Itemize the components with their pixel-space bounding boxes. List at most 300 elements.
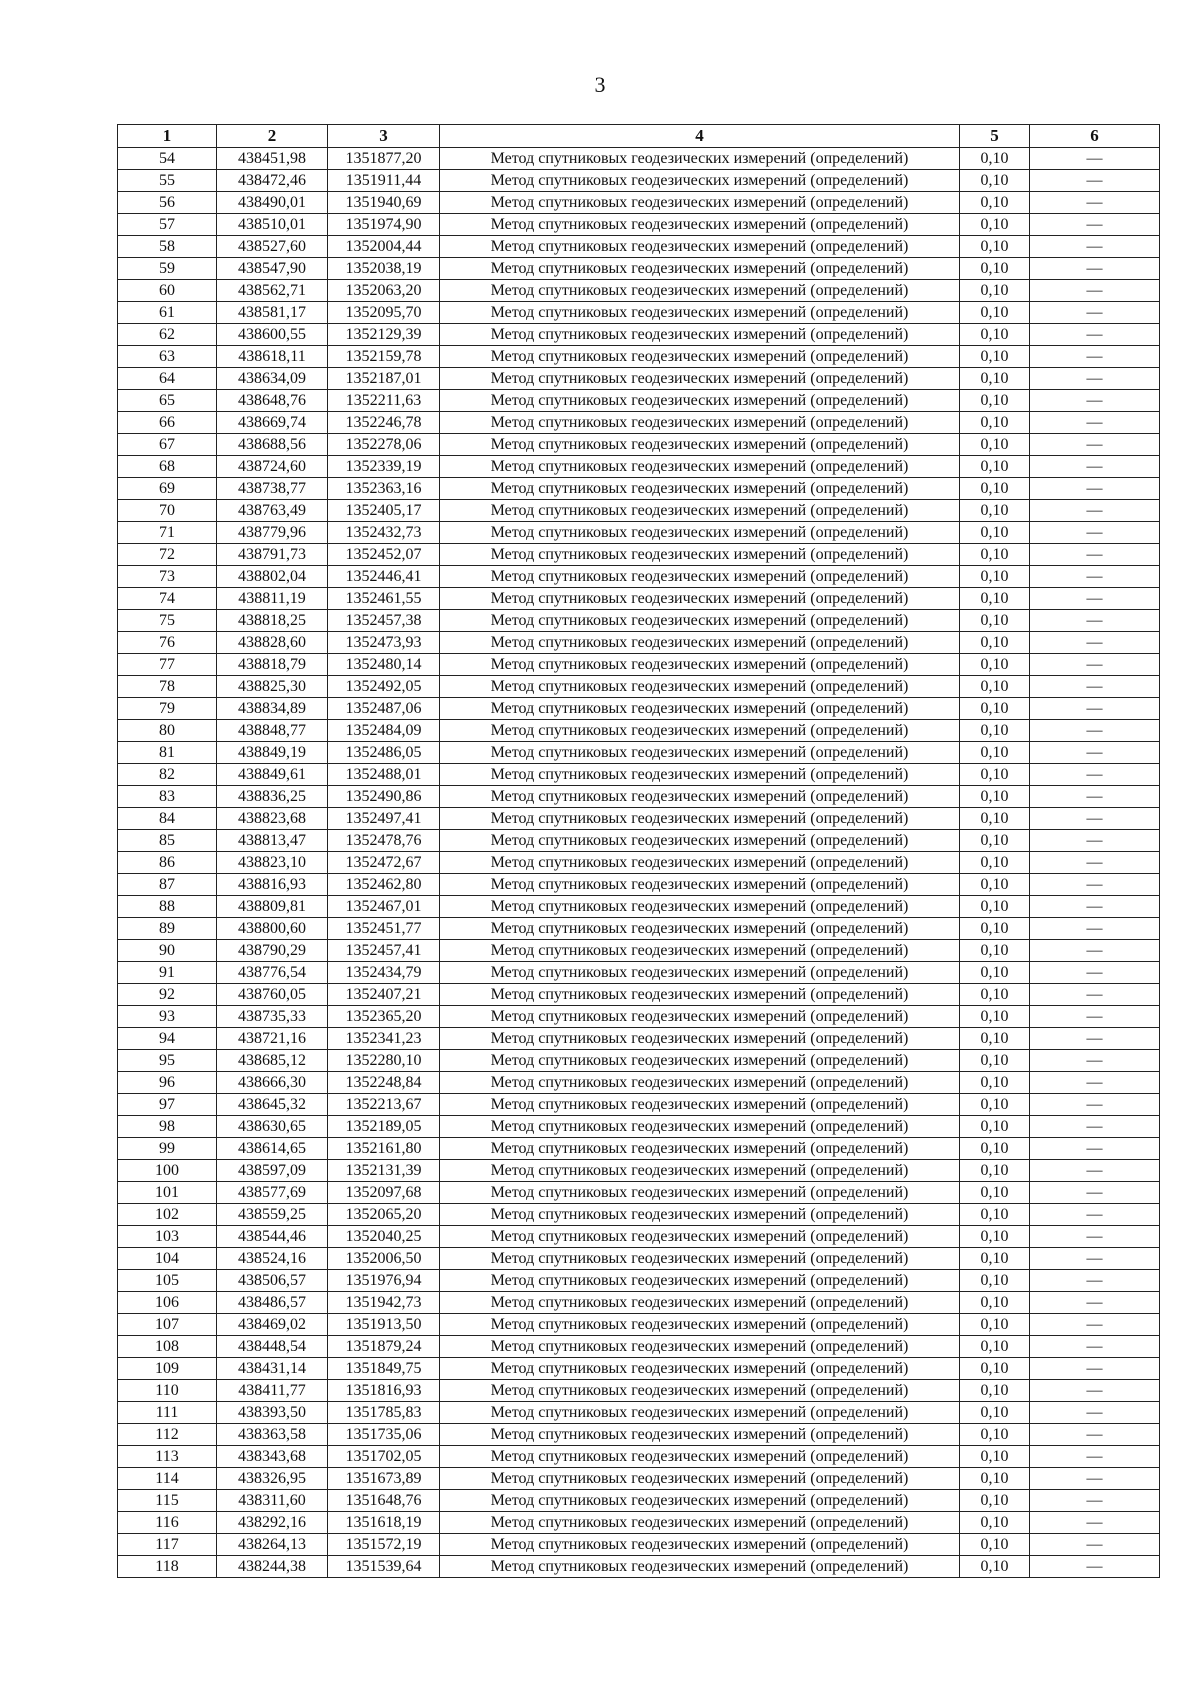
method-cell: Метод спутниковых геодезических измерений (определений) (440, 214, 960, 236)
method-cell: Метод спутниковых геодезических измерений (определений) (440, 1226, 960, 1248)
method-cell: Метод спутниковых геодезических измерений (определений) (440, 962, 960, 984)
table-row (118, 830, 1160, 852)
note-cell: — (1030, 896, 1160, 918)
accuracy-cell: 0,10 (960, 1446, 1030, 1468)
accuracy-cell: 0,10 (960, 1138, 1030, 1160)
point-number-cell: 107 (118, 1314, 217, 1336)
x-coordinate-cell: 438823,68 (217, 808, 328, 830)
method-cell: Метод спутниковых геодезических измерений (определений) (440, 192, 960, 214)
x-coordinate-cell: 438343,68 (217, 1446, 328, 1468)
point-number-cell: 55 (118, 170, 217, 192)
x-coordinate-cell: 438724,60 (217, 456, 328, 478)
accuracy-cell: 0,10 (960, 1314, 1030, 1336)
point-number-cell: 98 (118, 1116, 217, 1138)
table-row (118, 1292, 1160, 1314)
y-coordinate-cell: 1352095,70 (328, 302, 440, 324)
point-number-cell: 88 (118, 896, 217, 918)
note-cell: — (1030, 962, 1160, 984)
x-coordinate-cell: 438581,17 (217, 302, 328, 324)
method-cell: Метод спутниковых геодезических измерений (определений) (440, 1380, 960, 1402)
accuracy-cell: 0,10 (960, 500, 1030, 522)
y-coordinate-cell: 1351976,94 (328, 1270, 440, 1292)
table-row (118, 478, 1160, 500)
accuracy-cell: 0,10 (960, 214, 1030, 236)
y-coordinate-cell: 1352497,41 (328, 808, 440, 830)
accuracy-cell: 0,10 (960, 478, 1030, 500)
accuracy-cell: 0,10 (960, 962, 1030, 984)
point-number-cell: 79 (118, 698, 217, 720)
note-cell: — (1030, 1050, 1160, 1072)
method-cell: Метод спутниковых геодезических измерений (определений) (440, 368, 960, 390)
note-cell: — (1030, 148, 1160, 170)
accuracy-cell: 0,10 (960, 412, 1030, 434)
x-coordinate-cell: 438818,79 (217, 654, 328, 676)
table-row (118, 720, 1160, 742)
accuracy-cell: 0,10 (960, 1248, 1030, 1270)
point-number-cell: 101 (118, 1182, 217, 1204)
accuracy-cell: 0,10 (960, 1380, 1030, 1402)
method-cell: Метод спутниковых геодезических измерений (определений) (440, 588, 960, 610)
table-row (118, 742, 1160, 764)
y-coordinate-cell: 1352040,25 (328, 1226, 440, 1248)
method-cell: Метод спутниковых геодезических измерений (определений) (440, 1248, 960, 1270)
note-cell: — (1030, 1072, 1160, 1094)
table-row (118, 698, 1160, 720)
x-coordinate-cell: 438431,14 (217, 1358, 328, 1380)
table-row (118, 852, 1160, 874)
accuracy-cell: 0,10 (960, 808, 1030, 830)
note-cell: — (1030, 1292, 1160, 1314)
point-number-cell: 116 (118, 1512, 217, 1534)
table-row (118, 500, 1160, 522)
y-coordinate-cell: 1352446,41 (328, 566, 440, 588)
point-number-cell: 105 (118, 1270, 217, 1292)
y-coordinate-cell: 1352131,39 (328, 1160, 440, 1182)
x-coordinate-cell: 438823,10 (217, 852, 328, 874)
method-cell: Метод спутниковых геодезических измерений (определений) (440, 1512, 960, 1534)
accuracy-cell: 0,10 (960, 280, 1030, 302)
x-coordinate-cell: 438630,65 (217, 1116, 328, 1138)
accuracy-cell: 0,10 (960, 148, 1030, 170)
x-coordinate-cell: 438721,16 (217, 1028, 328, 1050)
note-cell: — (1030, 984, 1160, 1006)
table-row (118, 1226, 1160, 1248)
y-coordinate-cell: 1351648,76 (328, 1490, 440, 1512)
table-row (118, 786, 1160, 808)
accuracy-cell: 0,10 (960, 434, 1030, 456)
method-cell: Метод спутниковых геодезических измерений (определений) (440, 1292, 960, 1314)
table-row (118, 1050, 1160, 1072)
table-row (118, 1072, 1160, 1094)
method-cell: Метод спутниковых геодезических измерений (определений) (440, 918, 960, 940)
table-row (118, 1006, 1160, 1028)
table-row (118, 632, 1160, 654)
table-row (118, 896, 1160, 918)
x-coordinate-cell: 438618,11 (217, 346, 328, 368)
accuracy-cell: 0,10 (960, 830, 1030, 852)
method-cell: Метод спутниковых геодезических измерений (определений) (440, 456, 960, 478)
x-coordinate-cell: 438544,46 (217, 1226, 328, 1248)
y-coordinate-cell: 1352492,05 (328, 676, 440, 698)
note-cell: — (1030, 434, 1160, 456)
table-row (118, 874, 1160, 896)
note-cell: — (1030, 390, 1160, 412)
x-coordinate-cell: 438688,56 (217, 434, 328, 456)
y-coordinate-cell: 1352187,01 (328, 368, 440, 390)
point-number-cell: 95 (118, 1050, 217, 1072)
y-coordinate-cell: 1352488,01 (328, 764, 440, 786)
point-number-cell: 102 (118, 1204, 217, 1226)
x-coordinate-cell: 438326,95 (217, 1468, 328, 1490)
table-row (118, 1534, 1160, 1556)
method-cell: Метод спутниковых геодезических измерений (определений) (440, 1446, 960, 1468)
y-coordinate-cell: 1352486,05 (328, 742, 440, 764)
table-row (118, 1446, 1160, 1468)
point-number-cell: 96 (118, 1072, 217, 1094)
method-cell: Метод спутниковых геодезических измерений (определений) (440, 1402, 960, 1424)
accuracy-cell: 0,10 (960, 522, 1030, 544)
y-coordinate-cell: 1352213,67 (328, 1094, 440, 1116)
accuracy-cell: 0,10 (960, 984, 1030, 1006)
point-number-cell: 110 (118, 1380, 217, 1402)
y-coordinate-cell: 1352246,78 (328, 412, 440, 434)
method-cell: Метод спутниковых геодезических измерений (определений) (440, 434, 960, 456)
table-row (118, 1094, 1160, 1116)
point-number-cell: 84 (118, 808, 217, 830)
accuracy-cell: 0,10 (960, 456, 1030, 478)
x-coordinate-cell: 438648,76 (217, 390, 328, 412)
y-coordinate-cell: 1351785,83 (328, 1402, 440, 1424)
y-coordinate-cell: 1351877,20 (328, 148, 440, 170)
table-row (118, 258, 1160, 280)
coordinates-table (117, 124, 1160, 1578)
accuracy-cell: 0,10 (960, 368, 1030, 390)
x-coordinate-cell: 438791,73 (217, 544, 328, 566)
accuracy-cell: 0,10 (960, 588, 1030, 610)
point-number-cell: 91 (118, 962, 217, 984)
note-cell: — (1030, 1160, 1160, 1182)
point-number-cell: 113 (118, 1446, 217, 1468)
table-row (118, 1424, 1160, 1446)
method-cell: Метод спутниковых геодезических измерений (определений) (440, 698, 960, 720)
column-header-6: 6 (1030, 125, 1160, 148)
accuracy-cell: 0,10 (960, 764, 1030, 786)
accuracy-cell: 0,10 (960, 720, 1030, 742)
method-cell: Метод спутниковых геодезических измерений (определений) (440, 1270, 960, 1292)
accuracy-cell: 0,10 (960, 786, 1030, 808)
accuracy-cell: 0,10 (960, 258, 1030, 280)
y-coordinate-cell: 1351940,69 (328, 192, 440, 214)
method-cell: Метод спутниковых геодезических измерений (определений) (440, 1204, 960, 1226)
x-coordinate-cell: 438848,77 (217, 720, 328, 742)
x-coordinate-cell: 438685,12 (217, 1050, 328, 1072)
note-cell: — (1030, 258, 1160, 280)
point-number-cell: 65 (118, 390, 217, 412)
note-cell: — (1030, 852, 1160, 874)
x-coordinate-cell: 438760,05 (217, 984, 328, 1006)
point-number-cell: 71 (118, 522, 217, 544)
table-row (118, 170, 1160, 192)
table-row (118, 962, 1160, 984)
point-number-cell: 89 (118, 918, 217, 940)
method-cell: Метод спутниковых геодезических измерений (определений) (440, 324, 960, 346)
point-number-cell: 73 (118, 566, 217, 588)
x-coordinate-cell: 438244,38 (217, 1556, 328, 1578)
table-row (118, 434, 1160, 456)
method-cell: Метод спутниковых геодезических измерений (определений) (440, 1556, 960, 1578)
note-cell: — (1030, 544, 1160, 566)
table-row (118, 1314, 1160, 1336)
y-coordinate-cell: 1352478,76 (328, 830, 440, 852)
table-row (118, 1512, 1160, 1534)
x-coordinate-cell: 438311,60 (217, 1490, 328, 1512)
method-cell: Метод спутниковых геодезических измерений (определений) (440, 764, 960, 786)
point-number-cell: 57 (118, 214, 217, 236)
column-header-1: 1 (118, 125, 217, 148)
method-cell: Метод спутниковых геодезических измерений (определений) (440, 852, 960, 874)
note-cell: — (1030, 1116, 1160, 1138)
note-cell: — (1030, 742, 1160, 764)
y-coordinate-cell: 1352006,50 (328, 1248, 440, 1270)
x-coordinate-cell: 438393,50 (217, 1402, 328, 1424)
method-cell: Метод спутниковых геодезических измерений (определений) (440, 258, 960, 280)
method-cell: Метод спутниковых геодезических измерений (определений) (440, 236, 960, 258)
point-number-cell: 90 (118, 940, 217, 962)
y-coordinate-cell: 1351913,50 (328, 1314, 440, 1336)
x-coordinate-cell: 438834,89 (217, 698, 328, 720)
accuracy-cell: 0,10 (960, 1270, 1030, 1292)
point-number-cell: 103 (118, 1226, 217, 1248)
table-header-row (118, 125, 1160, 148)
note-cell: — (1030, 1182, 1160, 1204)
method-cell: Метод спутниковых геодезических измерений (определений) (440, 544, 960, 566)
method-cell: Метод спутниковых геодезических измерений (определений) (440, 302, 960, 324)
accuracy-cell: 0,10 (960, 302, 1030, 324)
accuracy-cell: 0,10 (960, 874, 1030, 896)
accuracy-cell: 0,10 (960, 1402, 1030, 1424)
note-cell: — (1030, 412, 1160, 434)
y-coordinate-cell: 1352278,06 (328, 434, 440, 456)
column-header-5: 5 (960, 125, 1030, 148)
y-coordinate-cell: 1352341,23 (328, 1028, 440, 1050)
method-cell: Метод спутниковых геодезических измерений (определений) (440, 632, 960, 654)
note-cell: — (1030, 214, 1160, 236)
method-cell: Метод спутниковых геодезических измерений (определений) (440, 1490, 960, 1512)
y-coordinate-cell: 1351618,19 (328, 1512, 440, 1534)
x-coordinate-cell: 438451,98 (217, 148, 328, 170)
note-cell: — (1030, 1094, 1160, 1116)
note-cell: — (1030, 874, 1160, 896)
x-coordinate-cell: 438600,55 (217, 324, 328, 346)
note-cell: — (1030, 192, 1160, 214)
table-row (118, 390, 1160, 412)
x-coordinate-cell: 438634,09 (217, 368, 328, 390)
x-coordinate-cell: 438363,58 (217, 1424, 328, 1446)
accuracy-cell: 0,10 (960, 632, 1030, 654)
table-row (118, 236, 1160, 258)
method-cell: Метод спутниковых геодезических измерений (определений) (440, 1138, 960, 1160)
x-coordinate-cell: 438547,90 (217, 258, 328, 280)
point-number-cell: 60 (118, 280, 217, 302)
accuracy-cell: 0,10 (960, 566, 1030, 588)
note-cell: — (1030, 588, 1160, 610)
accuracy-cell: 0,10 (960, 742, 1030, 764)
point-number-cell: 68 (118, 456, 217, 478)
note-cell: — (1030, 1512, 1160, 1534)
table-row (118, 544, 1160, 566)
point-number-cell: 75 (118, 610, 217, 632)
table-row (118, 148, 1160, 170)
note-cell: — (1030, 478, 1160, 500)
table-row (118, 1490, 1160, 1512)
note-cell: — (1030, 808, 1160, 830)
x-coordinate-cell: 438411,77 (217, 1380, 328, 1402)
point-number-cell: 115 (118, 1490, 217, 1512)
method-cell: Метод спутниковых геодезических измерений (определений) (440, 1160, 960, 1182)
x-coordinate-cell: 438802,04 (217, 566, 328, 588)
method-cell: Метод спутниковых геодезических измерений (определений) (440, 280, 960, 302)
point-number-cell: 86 (118, 852, 217, 874)
note-cell: — (1030, 1204, 1160, 1226)
y-coordinate-cell: 1352434,79 (328, 962, 440, 984)
note-cell: — (1030, 1446, 1160, 1468)
x-coordinate-cell: 438818,25 (217, 610, 328, 632)
point-number-cell: 97 (118, 1094, 217, 1116)
x-coordinate-cell: 438849,19 (217, 742, 328, 764)
method-cell: Метод спутниковых геодезических измерений (определений) (440, 1314, 960, 1336)
y-coordinate-cell: 1351572,19 (328, 1534, 440, 1556)
y-coordinate-cell: 1352280,10 (328, 1050, 440, 1072)
y-coordinate-cell: 1352461,55 (328, 588, 440, 610)
x-coordinate-cell: 438816,93 (217, 874, 328, 896)
table-row (118, 1248, 1160, 1270)
y-coordinate-cell: 1351702,05 (328, 1446, 440, 1468)
note-cell: — (1030, 1402, 1160, 1424)
y-coordinate-cell: 1351974,90 (328, 214, 440, 236)
accuracy-cell: 0,10 (960, 236, 1030, 258)
note-cell: — (1030, 610, 1160, 632)
y-coordinate-cell: 1352038,19 (328, 258, 440, 280)
point-number-cell: 69 (118, 478, 217, 500)
x-coordinate-cell: 438666,30 (217, 1072, 328, 1094)
table-row (118, 1028, 1160, 1050)
y-coordinate-cell: 1352248,84 (328, 1072, 440, 1094)
x-coordinate-cell: 438735,33 (217, 1006, 328, 1028)
point-number-cell: 62 (118, 324, 217, 346)
y-coordinate-cell: 1351911,44 (328, 170, 440, 192)
x-coordinate-cell: 438614,65 (217, 1138, 328, 1160)
table-row (118, 1402, 1160, 1424)
table-row (118, 324, 1160, 346)
x-coordinate-cell: 438472,46 (217, 170, 328, 192)
point-number-cell: 94 (118, 1028, 217, 1050)
note-cell: — (1030, 522, 1160, 544)
x-coordinate-cell: 438510,01 (217, 214, 328, 236)
method-cell: Метод спутниковых геодезических измерений (определений) (440, 1424, 960, 1446)
note-cell: — (1030, 1028, 1160, 1050)
table-row (118, 1270, 1160, 1292)
y-coordinate-cell: 1351849,75 (328, 1358, 440, 1380)
point-number-cell: 106 (118, 1292, 217, 1314)
method-cell: Метод спутниковых геодезических измерений (определений) (440, 874, 960, 896)
point-number-cell: 100 (118, 1160, 217, 1182)
note-cell: — (1030, 830, 1160, 852)
note-cell: — (1030, 698, 1160, 720)
point-number-cell: 66 (118, 412, 217, 434)
point-number-cell: 63 (118, 346, 217, 368)
y-coordinate-cell: 1352457,41 (328, 940, 440, 962)
x-coordinate-cell: 438506,57 (217, 1270, 328, 1292)
y-coordinate-cell: 1352457,38 (328, 610, 440, 632)
y-coordinate-cell: 1352189,05 (328, 1116, 440, 1138)
x-coordinate-cell: 438836,25 (217, 786, 328, 808)
point-number-cell: 78 (118, 676, 217, 698)
table-row (118, 1160, 1160, 1182)
method-cell: Метод спутниковых геодезических измерений (определений) (440, 1050, 960, 1072)
method-cell: Метод спутниковых геодезических измерений (определений) (440, 896, 960, 918)
note-cell: — (1030, 1534, 1160, 1556)
accuracy-cell: 0,10 (960, 698, 1030, 720)
point-number-cell: 70 (118, 500, 217, 522)
note-cell: — (1030, 302, 1160, 324)
method-cell: Метод спутниковых геодезических измерений (определений) (440, 1116, 960, 1138)
method-cell: Метод спутниковых геодезических измерений (определений) (440, 610, 960, 632)
x-coordinate-cell: 438562,71 (217, 280, 328, 302)
note-cell: — (1030, 1490, 1160, 1512)
x-coordinate-cell: 438669,74 (217, 412, 328, 434)
y-coordinate-cell: 1352004,44 (328, 236, 440, 258)
x-coordinate-cell: 438800,60 (217, 918, 328, 940)
method-cell: Метод спутниковых геодезических измерений (определений) (440, 500, 960, 522)
column-header-3: 3 (328, 125, 440, 148)
x-coordinate-cell: 438811,19 (217, 588, 328, 610)
y-coordinate-cell: 1352363,16 (328, 478, 440, 500)
accuracy-cell: 0,10 (960, 170, 1030, 192)
y-coordinate-cell: 1351816,93 (328, 1380, 440, 1402)
x-coordinate-cell: 438527,60 (217, 236, 328, 258)
note-cell: — (1030, 368, 1160, 390)
y-coordinate-cell: 1351673,89 (328, 1468, 440, 1490)
accuracy-cell: 0,10 (960, 1226, 1030, 1248)
point-number-cell: 108 (118, 1336, 217, 1358)
table-row (118, 1468, 1160, 1490)
y-coordinate-cell: 1352159,78 (328, 346, 440, 368)
x-coordinate-cell: 438559,25 (217, 1204, 328, 1226)
point-number-cell: 76 (118, 632, 217, 654)
table-row (118, 940, 1160, 962)
method-cell: Метод спутниковых геодезических измерений (определений) (440, 412, 960, 434)
accuracy-cell: 0,10 (960, 1292, 1030, 1314)
method-cell: Метод спутниковых геодезических измерений (определений) (440, 830, 960, 852)
method-cell: Метод спутниковых геодезических измерений (определений) (440, 786, 960, 808)
method-cell: Метод спутниковых геодезических измерений (определений) (440, 654, 960, 676)
table-row (118, 610, 1160, 632)
table-row (118, 676, 1160, 698)
table-row (118, 808, 1160, 830)
table-row (118, 280, 1160, 302)
y-coordinate-cell: 1351539,64 (328, 1556, 440, 1578)
point-number-cell: 54 (118, 148, 217, 170)
table-row (118, 1336, 1160, 1358)
x-coordinate-cell: 438292,16 (217, 1512, 328, 1534)
table-row (118, 214, 1160, 236)
table-row (118, 1116, 1160, 1138)
point-number-cell: 58 (118, 236, 217, 258)
accuracy-cell: 0,10 (960, 1116, 1030, 1138)
y-coordinate-cell: 1352467,01 (328, 896, 440, 918)
note-cell: — (1030, 500, 1160, 522)
table-row (118, 918, 1160, 940)
